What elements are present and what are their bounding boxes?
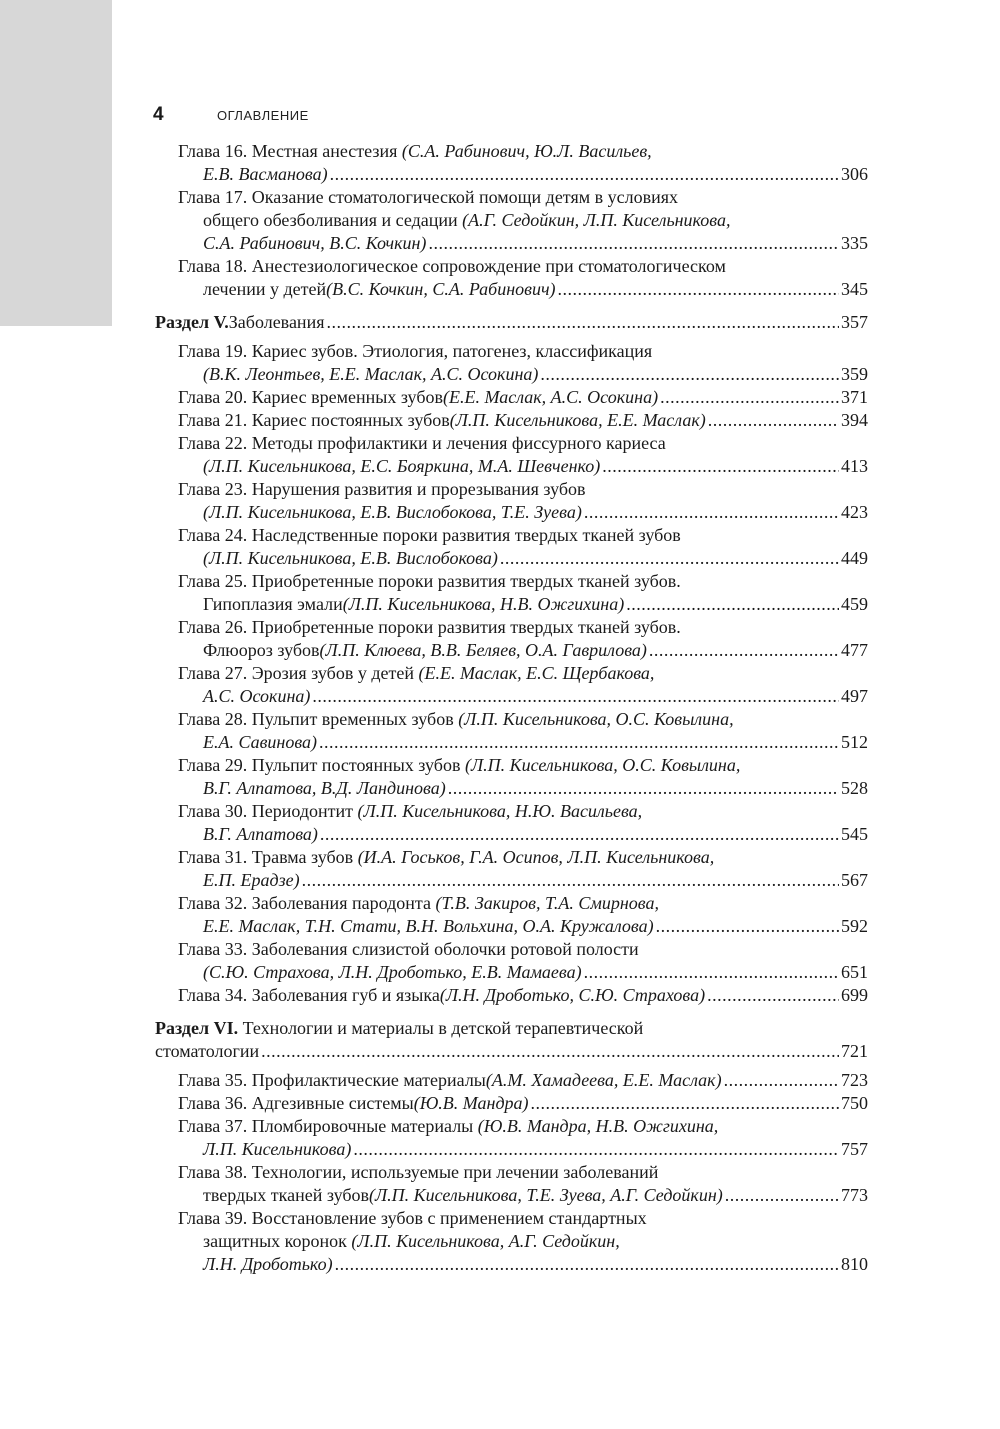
leader-dots: [312, 685, 839, 708]
toc-entry-chapter-36[interactable]: Глава 36. Адгезивные системы (Ю.В. Мандра) ..... 750: [155, 1092, 868, 1115]
toc-entry-section-6[interactable]: Раздел VI. Технологии и материалы в детской терапевтической стоматологии ..... 721: [155, 1017, 868, 1063]
leader-dots: [302, 869, 839, 892]
leader-dots: [261, 1040, 839, 1063]
leader-dots: [707, 984, 839, 1007]
page-ref: 545: [841, 824, 868, 844]
toc-entry-chapter-35[interactable]: Глава 35. Профилактические материалы (А.М. Хамадеева, Е.Е. Маслак) ..... 723: [155, 1069, 868, 1092]
toc-entry-section-5[interactable]: Раздел V. Заболевания ..... 357: [155, 311, 868, 334]
page-ref: 413: [841, 456, 868, 476]
toc-entry-chapter-21[interactable]: Глава 21. Кариес постоянных зубов (Л.П. Кисельникова, Е.Е. Маслак) ..... 394: [155, 409, 868, 432]
page-ref: 345: [841, 279, 868, 299]
toc-entry-chapter-27[interactable]: Глава 27. Эрозия зубов у детей (Е.Е. Маслак, Е.С. Щербакова, А.С. Осокина) ..... 497: [155, 662, 868, 708]
toc-entry-chapter-19[interactable]: Глава 19. Кариес зубов. Этиология, патогенез, классификация (В.К. Леонтьев, Е.Е. Маслак, А.С. Осокина) ..... 359: [155, 340, 868, 386]
leader-dots: [558, 278, 839, 301]
leader-dots: [584, 501, 839, 524]
leader-dots: [602, 455, 839, 478]
leader-dots: [531, 1092, 839, 1115]
leader-dots: [353, 1138, 839, 1161]
leader-dots: [319, 731, 839, 754]
toc-entry-chapter-31[interactable]: Глава 31. Травма зубов (И.А. Госьков, Г.А. Осипов, Л.П. Кисельникова, Е.П. Ерадзе) ..... 567: [155, 846, 868, 892]
page-ref: 723: [841, 1070, 868, 1090]
page-header: [153, 104, 309, 128]
leader-dots: [540, 363, 839, 386]
leader-dots: [656, 915, 839, 938]
page-number: 4: [153, 104, 164, 125]
toc-entry-chapter-39[interactable]: Глава 39. Восстановление зубов с применением стандартных защитных коронок (Л.П. Кисельникова, А.Г. Седойкин, Л.Н. Дроботько) ..... 810: [155, 1207, 868, 1276]
page-ref: 306: [841, 164, 868, 184]
page-ref: 359: [841, 364, 868, 384]
side-tab: [0, 0, 112, 326]
page-ref: 810: [841, 1254, 868, 1274]
page-ref: 335: [841, 233, 868, 253]
toc-entry-chapter-33[interactable]: Глава 33. Заболевания слизистой оболочки ротовой полости (С.Ю. Страхова, Л.Н. Дроботько, Е.В. Мамаева) ..... 651: [155, 938, 868, 984]
toc-entry-chapter-38[interactable]: Глава 38. Технологии, используемые при лечении заболеваний твердых тканей зубов (Л.П. Кисельникова, Т.Е. Зуева, А.Г. Седойкин) ..... 773: [155, 1161, 868, 1207]
running-title: ОГЛАВЛЕНИЕ: [217, 108, 309, 123]
toc-entry-chapter-37[interactable]: Глава 37. Пломбировочные материалы (Ю.В. Мандра, Н.В. Ожгихина, Л.П. Кисельникова) ..... 757: [155, 1115, 868, 1161]
page-ref: 721: [841, 1041, 868, 1061]
toc-entry-chapter-32[interactable]: Глава 32. Заболевания пародонта (Т.В. Закиров, Т.А. Смирнова, Е.Е. Маслак, Т.Н. Стати, В.Н. Вольхина, О.А. Кружалова) ..... 592: [155, 892, 868, 938]
leader-dots: [649, 639, 839, 662]
leader-dots: [725, 1184, 839, 1207]
table-of-contents: [155, 140, 868, 1276]
toc-entry-chapter-23[interactable]: Глава 23. Нарушения развития и прорезывания зубов (Л.П. Кисельникова, Е.В. Вислобокова, Т.Е. Зуева) ..... 423: [155, 478, 868, 524]
leader-dots: [584, 961, 839, 984]
page-ref: 699: [841, 985, 868, 1005]
leader-dots: [626, 593, 839, 616]
toc-entry-chapter-20[interactable]: Глава 20. Кариес временных зубов (Е.Е. Маслак, А.С. Осокина) ..... 371: [155, 386, 868, 409]
toc-entry-chapter-30[interactable]: Глава 30. Периодонтит (Л.П. Кисельникова, Н.Ю. Васильева, В.Г. Алпатова) ..... 545: [155, 800, 868, 846]
toc-entry-chapter-22[interactable]: Глава 22. Методы профилактики и лечения фиссурного кариеса (Л.П. Кисельникова, Е.С. Бояркина, М.А. Шевченко) ..... 413: [155, 432, 868, 478]
leader-dots: [428, 232, 839, 255]
toc-entry-chapter-29[interactable]: Глава 29. Пульпит постоянных зубов (Л.П. Кисельникова, О.С. Ковылина, В.Г. Алпатова, В.Д. Ландинова) ..... 528: [155, 754, 868, 800]
leader-dots: [330, 163, 839, 186]
page-ref: 371: [841, 387, 868, 407]
page-ref: 592: [841, 916, 868, 936]
leader-dots: [448, 777, 839, 800]
page-ref: 750: [841, 1093, 868, 1113]
toc-entry-chapter-26[interactable]: Глава 26. Приобретенные пороки развития твердых тканей зубов. Флюороз зубов (Л.П. Клюева, В.В. Беляев, О.А. Гаврилова) ..... 477: [155, 616, 868, 662]
toc-entry-chapter-28[interactable]: Глава 28. Пульпит временных зубов (Л.П. Кисельникова, О.С. Ковылина, Е.А. Савинова) ..... 512: [155, 708, 868, 754]
page-ref: 512: [841, 732, 868, 752]
page-ref: 394: [841, 410, 868, 430]
toc-entry-chapter-17[interactable]: Глава 17. Оказание стоматологической помощи детям в условиях общего обезболивания и седации (А.Г. Седойкин, Л.П. Кисельникова, С.А. Рабинович, В.С. Кочкин) ..... 335: [155, 186, 868, 255]
page-ref: 528: [841, 778, 868, 798]
leader-dots: [326, 311, 839, 334]
toc-entry-chapter-24[interactable]: Глава 24. Наследственные пороки развития твердых тканей зубов (Л.П. Кисельникова, Е.В. Вислобокова) ..... 449: [155, 524, 868, 570]
toc-entry-chapter-18[interactable]: Глава 18. Анестезиологическое сопровождение при стоматологическом лечении у детей (В.С. Кочкин, С.А. Рабинович) ..... 345: [155, 255, 868, 301]
page-ref: 757: [841, 1139, 868, 1159]
leader-dots: [320, 823, 839, 846]
page-ref: 449: [841, 548, 868, 568]
page-ref: 477: [841, 640, 868, 660]
leader-dots: [335, 1253, 839, 1276]
page-ref: 423: [841, 502, 868, 522]
leader-dots: [724, 1069, 839, 1092]
toc-entry-chapter-25[interactable]: Глава 25. Приобретенные пороки развития твердых тканей зубов. Гипоплазия эмали (Л.П. Кисельникова, Н.В. Ожгихина) ..... 459: [155, 570, 868, 616]
toc-entry-chapter-16[interactable]: Глава 16. Местная анестезия (С.А. Рабинович, Ю.Л. Васильев, Е.В. Васманова) ..... 306: [155, 140, 868, 186]
page-ref: 773: [841, 1185, 868, 1205]
page-ref: 459: [841, 594, 868, 614]
leader-dots: [500, 547, 839, 570]
page-ref: 651: [841, 962, 868, 982]
leader-dots: [708, 409, 839, 432]
page-ref: 497: [841, 686, 868, 706]
page-ref: 357: [841, 312, 868, 332]
toc-entry-chapter-34[interactable]: Глава 34. Заболевания губ и языка (Л.Н. Дроботько, С.Ю. Страхова) ..... 699: [155, 984, 868, 1007]
page-ref: 567: [841, 870, 868, 890]
leader-dots: [660, 386, 839, 409]
